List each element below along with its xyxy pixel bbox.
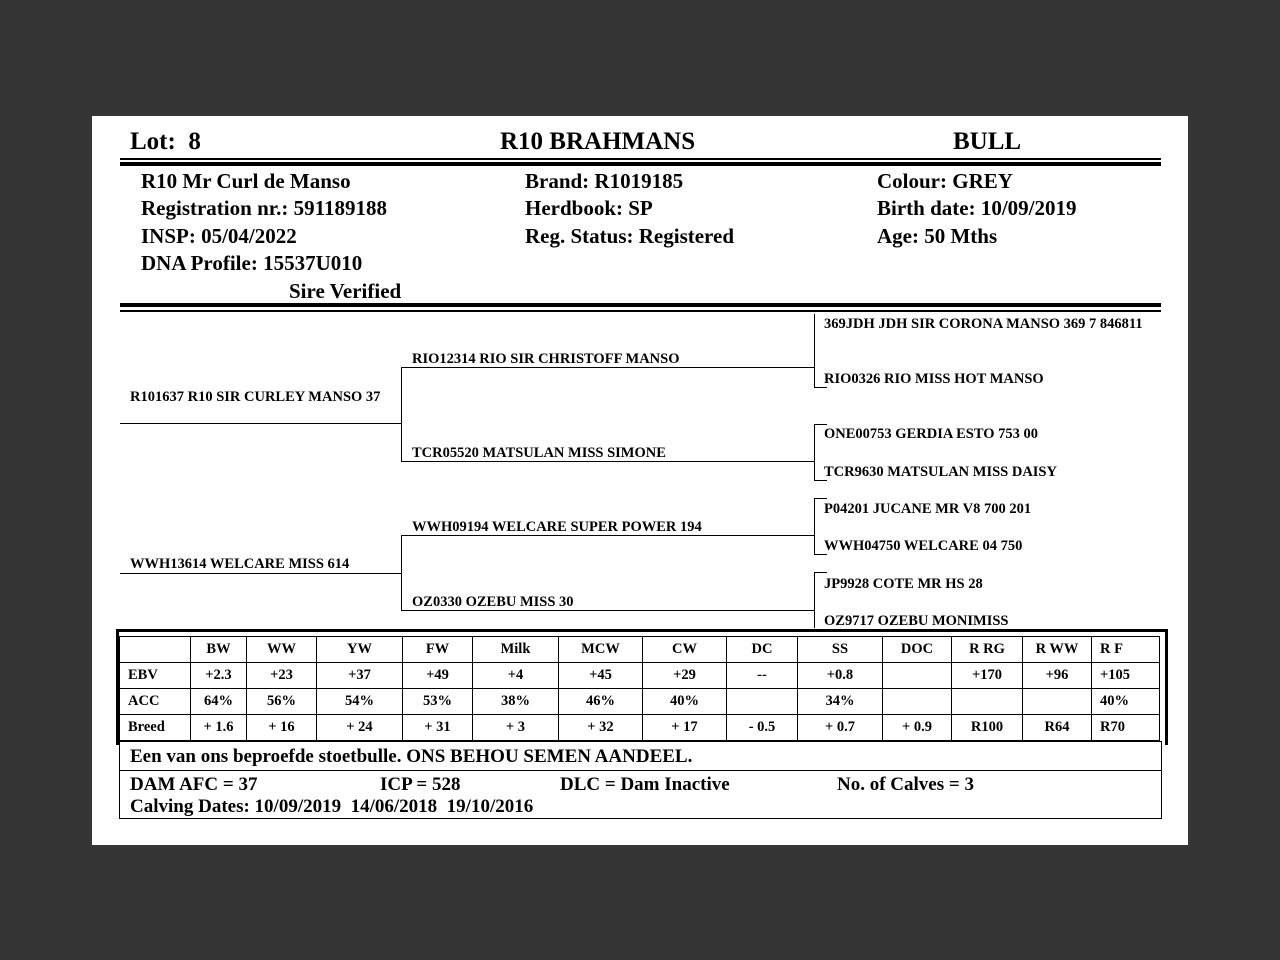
pedigree-sire-dam: TCR05520 MATSULAN MISS SIMONE bbox=[412, 445, 666, 461]
no-of-calves: No. of Calves = 3 bbox=[837, 774, 974, 795]
pedigree-ggp-8: OZ9717 OZEBU MONIMISS bbox=[824, 613, 1009, 629]
ebv-cell: R64 bbox=[1023, 715, 1092, 741]
ebv-cell bbox=[952, 689, 1023, 715]
ebv-cell: +29 bbox=[643, 663, 727, 689]
ebv-cell: 38% bbox=[473, 689, 559, 715]
pedigree-dam-sire: WWH09194 WELCARE SUPER POWER 194 bbox=[412, 519, 702, 535]
lot-label: Lot: 8 bbox=[130, 128, 201, 155]
ebv-header-cell: R WW bbox=[1023, 637, 1092, 663]
ebv-cell: + 32 bbox=[559, 715, 643, 741]
ebv-cell bbox=[883, 689, 952, 715]
ebv-row-label: EBV bbox=[120, 663, 191, 689]
ebv-cell: + 0.7 bbox=[798, 715, 883, 741]
ebv-cell: +0.8 bbox=[798, 663, 883, 689]
pedigree-line bbox=[814, 480, 827, 481]
ebv-cell bbox=[883, 663, 952, 689]
dam-afc: DAM AFC = 37 bbox=[130, 774, 258, 795]
reg-status: Reg. Status: Registered bbox=[525, 224, 734, 248]
ebv-header-cell: R F bbox=[1092, 637, 1160, 663]
pedigree-line bbox=[814, 554, 827, 555]
ebv-cell: +23 bbox=[247, 663, 317, 689]
pedigree-line bbox=[401, 535, 814, 536]
pedigree-sire-sire: RIO12314 RIO SIR CHRISTOFF MANSO bbox=[412, 351, 680, 367]
ebv-cell: + 16 bbox=[247, 715, 317, 741]
ebv-header-cell: DOC bbox=[883, 637, 952, 663]
ebv-cell: + 24 bbox=[317, 715, 403, 741]
header-rule-thick bbox=[120, 162, 1161, 166]
pedigree-ggp-6: WWH04750 WELCARE 04 750 bbox=[824, 538, 1023, 554]
ebv-header-cell bbox=[120, 637, 191, 663]
ebv-cell: 40% bbox=[643, 689, 727, 715]
ebv-cell: +170 bbox=[952, 663, 1023, 689]
pedigree-bracket bbox=[814, 424, 815, 480]
ebv-cell: +45 bbox=[559, 663, 643, 689]
pedigree-line bbox=[120, 573, 401, 574]
ebv-cell: + 17 bbox=[643, 715, 727, 741]
birth-date: Birth date: 10/09/2019 bbox=[877, 196, 1077, 220]
breeder-title: R10 BRAHMANS bbox=[500, 128, 696, 155]
pedigree-bracket bbox=[814, 498, 815, 554]
pedigree-line bbox=[401, 461, 814, 462]
ebv-cell: 64% bbox=[191, 689, 247, 715]
insp-date: INSP: 05/04/2022 bbox=[141, 224, 297, 248]
ebv-cell: + 0.9 bbox=[883, 715, 952, 741]
ebv-row-label: Breed bbox=[120, 715, 191, 741]
pedigree-ggp-5: P04201 JUCANE MR V8 700 201 bbox=[824, 501, 1032, 517]
ebv-table bbox=[119, 636, 1160, 741]
ebv-row-label: ACC bbox=[120, 689, 191, 715]
acc-row bbox=[120, 689, 1160, 715]
pedigree-ggp-3: ONE00753 GERDIA ESTO 753 00 bbox=[824, 426, 1039, 442]
ebv-header-cell: DC bbox=[727, 637, 798, 663]
header-rule-thin bbox=[120, 158, 1161, 160]
ebv-cell: 53% bbox=[403, 689, 473, 715]
details-rule-thin bbox=[120, 310, 1161, 312]
pedigree-bracket bbox=[401, 535, 402, 610]
ebv-cell: 46% bbox=[559, 689, 643, 715]
ebv-header-cell: YW bbox=[317, 637, 403, 663]
age: Age: 50 Mths bbox=[877, 224, 998, 248]
ebv-header-cell: SS bbox=[798, 637, 883, 663]
ebv-header-cell: WW bbox=[247, 637, 317, 663]
pedigree-bracket bbox=[814, 314, 815, 387]
ebv-cell: +37 bbox=[317, 663, 403, 689]
breed-row bbox=[120, 715, 1160, 741]
animal-name: R10 Mr Curl de Manso bbox=[141, 169, 351, 193]
ebv-header-cell: MCW bbox=[559, 637, 643, 663]
comment-box bbox=[119, 741, 1162, 771]
ebv-cell: R70 bbox=[1092, 715, 1160, 741]
dna-profile: DNA Profile: 15537U010 bbox=[141, 251, 363, 275]
brand: Brand: R1019185 bbox=[525, 169, 684, 193]
ebv-header-cell: R RG bbox=[952, 637, 1023, 663]
herdbook: Herdbook: SP bbox=[525, 196, 653, 220]
pedigree-line bbox=[814, 572, 827, 573]
pedigree-line bbox=[814, 424, 827, 425]
lot-card bbox=[92, 116, 1188, 845]
pedigree-line bbox=[120, 423, 401, 424]
ebv-cell: +96 bbox=[1023, 663, 1092, 689]
pedigree-bracket bbox=[401, 367, 402, 461]
pedigree-ggp-4: TCR9630 MATSULAN MISS DAISY bbox=[824, 464, 1057, 480]
pedigree-line bbox=[814, 498, 827, 499]
ebv-header-row bbox=[120, 637, 1160, 663]
pedigree-line bbox=[401, 367, 814, 368]
ebv-header-cell: Milk bbox=[473, 637, 559, 663]
icp: ICP = 528 bbox=[380, 774, 461, 795]
ebv-cell bbox=[1023, 689, 1092, 715]
dlc: DLC = Dam Inactive bbox=[560, 774, 730, 795]
ebv-cell: + 31 bbox=[403, 715, 473, 741]
pedigree-line bbox=[401, 610, 814, 611]
pedigree-dam-dam: OZ0330 OZEBU MISS 30 bbox=[412, 594, 574, 610]
comment-text: Een van ons beproefde stoetbulle. ONS BEHOU SEMEN AANDEEL. bbox=[130, 746, 693, 767]
pedigree-sire: R101637 R10 SIR CURLEY MANSO 37 bbox=[130, 389, 381, 405]
ebv-cell: R100 bbox=[952, 715, 1023, 741]
pedigree-dam: WWH13614 WELCARE MISS 614 bbox=[130, 556, 350, 572]
sex-label: BULL bbox=[953, 128, 1022, 155]
ebv-header-cell: CW bbox=[643, 637, 727, 663]
ebv-cell: - 0.5 bbox=[727, 715, 798, 741]
ebv-cell: +49 bbox=[403, 663, 473, 689]
ebv-cell: 40% bbox=[1092, 689, 1160, 715]
ebv-header-cell: BW bbox=[191, 637, 247, 663]
ebv-cell: +4 bbox=[473, 663, 559, 689]
pedigree-ggp-1: 369JDH JDH SIR CORONA MANSO 369 7 846811 bbox=[824, 316, 1143, 332]
dam-info-box bbox=[119, 770, 1162, 819]
ebv-cell: + 1.6 bbox=[191, 715, 247, 741]
registration-number: Registration nr.: 591189188 bbox=[141, 196, 387, 220]
pedigree-ggp-7: JP9928 COTE MR HS 28 bbox=[824, 576, 983, 592]
ebv-cell: +2.3 bbox=[191, 663, 247, 689]
ebv-cell: + 3 bbox=[473, 715, 559, 741]
ebv-cell bbox=[727, 689, 798, 715]
pedigree-bracket bbox=[814, 572, 815, 628]
pedigree-ggp-2: RIO0326 RIO MISS HOT MANSO bbox=[824, 371, 1044, 387]
ebv-cell: 34% bbox=[798, 689, 883, 715]
calving-dates: Calving Dates: 10/09/2019 14/06/2018 19/10/2016 bbox=[130, 796, 534, 817]
ebv-row bbox=[120, 663, 1160, 689]
ebv-cell: -- bbox=[727, 663, 798, 689]
colour: Colour: GREY bbox=[877, 169, 1013, 193]
sire-verified: Sire Verified bbox=[289, 279, 402, 303]
ebv-cell: +105 bbox=[1092, 663, 1160, 689]
details-rule-thick bbox=[120, 303, 1161, 307]
ebv-cell: 54% bbox=[317, 689, 403, 715]
ebv-cell: 56% bbox=[247, 689, 317, 715]
lot-number: 8 bbox=[188, 128, 201, 155]
ebv-header-cell: FW bbox=[403, 637, 473, 663]
